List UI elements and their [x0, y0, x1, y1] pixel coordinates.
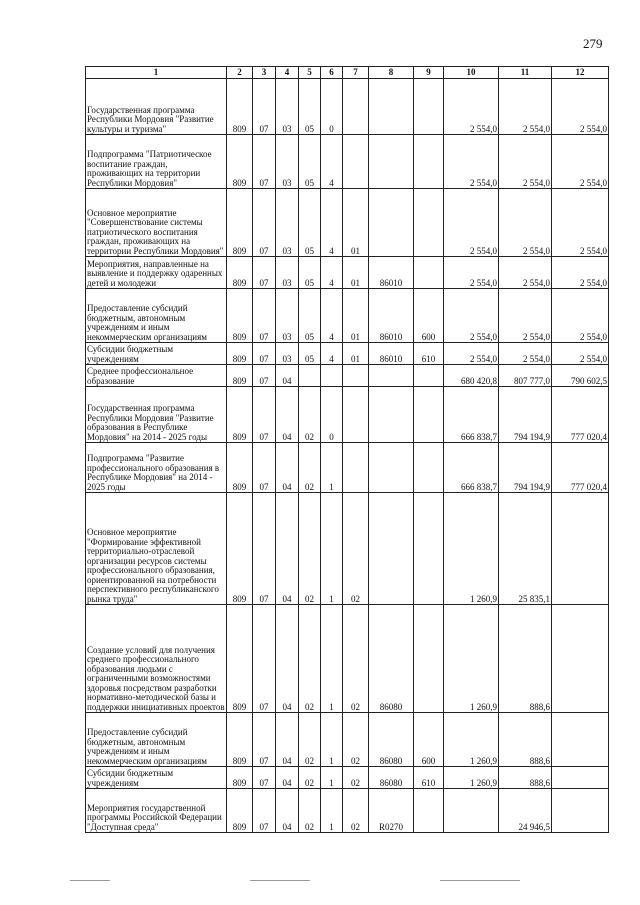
code-cell: 86010: [369, 257, 414, 289]
code-cell: 04: [276, 767, 299, 789]
code-cell: 05: [299, 189, 321, 257]
code-cell: 0: [321, 387, 343, 443]
code-cell: 04: [276, 493, 299, 605]
amount-cell: 2 554,0: [444, 79, 499, 135]
code-cell: 809: [227, 135, 253, 189]
code-cell: [343, 135, 369, 189]
code-cell: 1: [321, 789, 343, 833]
code-cell: 07: [253, 343, 276, 365]
table-row: [86, 713, 609, 767]
row-name-cell: Среднее профессиональное образование: [86, 365, 227, 387]
table-row: [86, 789, 609, 833]
code-cell: 02: [343, 713, 369, 767]
code-cell: 05: [299, 79, 321, 135]
code-cell: [414, 789, 444, 833]
code-cell: 04: [276, 387, 299, 443]
amount-cell: 25 835,1: [499, 493, 552, 605]
code-cell: [299, 365, 321, 387]
amount-cell: 2 554,0: [444, 135, 499, 189]
code-cell: 809: [227, 289, 253, 343]
amount-cell: 2 554,0: [499, 135, 552, 189]
code-cell: 02: [299, 713, 321, 767]
header-row: [86, 67, 609, 79]
row-name-cell: Предоставление субсидий бюджетным, автономным учреждениям и иным некоммерческим организациям: [86, 289, 227, 343]
code-cell: 07: [253, 289, 276, 343]
amount-cell: 1 260,9: [444, 713, 499, 767]
code-cell: [414, 493, 444, 605]
code-cell: 02: [299, 443, 321, 493]
amount-cell: 2 554,0: [444, 257, 499, 289]
code-cell: 86010: [369, 289, 414, 343]
amount-cell: 2 554,0: [552, 343, 609, 365]
table-row: [86, 493, 609, 605]
code-cell: R0270: [369, 789, 414, 833]
amount-cell: 2 554,0: [499, 343, 552, 365]
code-cell: 07: [253, 189, 276, 257]
code-cell: 07: [253, 79, 276, 135]
code-cell: 01: [343, 189, 369, 257]
row-name-cell: Предоставление субсидий бюджетным, автономным учреждениям и иным некоммерческим организациям: [86, 713, 227, 767]
code-cell: 809: [227, 605, 253, 713]
code-cell: 0: [321, 79, 343, 135]
code-cell: 02: [343, 493, 369, 605]
code-cell: [321, 365, 343, 387]
amount-cell: 666 838,7: [444, 443, 499, 493]
table-row: [86, 79, 609, 135]
amount-cell: 666 838,7: [444, 387, 499, 443]
code-cell: 1: [321, 493, 343, 605]
code-cell: [369, 365, 414, 387]
code-cell: [369, 189, 414, 257]
code-cell: [343, 79, 369, 135]
code-cell: [414, 387, 444, 443]
code-cell: [414, 135, 444, 189]
code-cell: [369, 443, 414, 493]
row-name-cell: Субсидии бюджетным учреждениям: [86, 767, 227, 789]
amount-cell: [552, 605, 609, 713]
code-cell: [369, 493, 414, 605]
table-row: [86, 365, 609, 387]
code-cell: 86010: [369, 343, 414, 365]
code-cell: 809: [227, 189, 253, 257]
code-cell: 809: [227, 493, 253, 605]
header-cell: 5: [299, 67, 321, 79]
code-cell: 1: [321, 713, 343, 767]
row-name-cell: Мероприятия государственной программы Российской Федерации "Доступная среда": [86, 789, 227, 833]
code-cell: 1: [321, 605, 343, 713]
amount-cell: 2 554,0: [552, 257, 609, 289]
row-name-cell: Подпрограмма "Патриотическое воспитание граждан, проживающих на территории Республики Мордовия": [86, 135, 227, 189]
header-cell: 10: [444, 67, 499, 79]
table-row: [86, 289, 609, 343]
code-cell: 02: [299, 767, 321, 789]
amount-cell: 680 420,8: [444, 365, 499, 387]
code-cell: [343, 365, 369, 387]
table-row: [86, 257, 609, 289]
code-cell: 04: [276, 713, 299, 767]
code-cell: 07: [253, 605, 276, 713]
code-cell: 809: [227, 767, 253, 789]
amount-cell: 888,6: [499, 605, 552, 713]
code-cell: 07: [253, 789, 276, 833]
code-cell: 809: [227, 343, 253, 365]
row-name-cell: Подпрограмма "Развитие профессионального образования в Республике Мордовия" на 2014 - 2025 годы: [86, 443, 227, 493]
code-cell: 4: [321, 189, 343, 257]
code-cell: 02: [299, 605, 321, 713]
amount-cell: 2 554,0: [552, 135, 609, 189]
code-cell: [414, 257, 444, 289]
budget-table: [85, 66, 609, 833]
header-cell: 8: [369, 67, 414, 79]
code-cell: 809: [227, 387, 253, 443]
amount-cell: 888,6: [499, 713, 552, 767]
code-cell: 4: [321, 257, 343, 289]
code-cell: 4: [321, 289, 343, 343]
scan-mark: [250, 880, 310, 881]
code-cell: 809: [227, 365, 253, 387]
code-cell: 02: [299, 789, 321, 833]
code-cell: 86080: [369, 605, 414, 713]
amount-cell: 888,6: [499, 767, 552, 789]
code-cell: [369, 79, 414, 135]
amount-cell: 2 554,0: [499, 79, 552, 135]
code-cell: 03: [276, 189, 299, 257]
amount-cell: [552, 789, 609, 833]
table-row: [86, 387, 609, 443]
code-cell: 02: [299, 493, 321, 605]
code-cell: 04: [276, 365, 299, 387]
code-cell: 600: [414, 289, 444, 343]
amount-cell: 794 194,9: [499, 387, 552, 443]
code-cell: 07: [253, 387, 276, 443]
amount-cell: 777 020,4: [552, 387, 609, 443]
code-cell: 07: [253, 713, 276, 767]
code-cell: 04: [276, 443, 299, 493]
amount-cell: [552, 713, 609, 767]
code-cell: 03: [276, 135, 299, 189]
code-cell: 809: [227, 713, 253, 767]
code-cell: 86080: [369, 767, 414, 789]
code-cell: 07: [253, 767, 276, 789]
header-cell: 4: [276, 67, 299, 79]
amount-cell: 807 777,0: [499, 365, 552, 387]
row-name-cell: Мероприятия, направленные на выявление и поддержку одаренных детей и молодежи: [86, 257, 227, 289]
code-cell: [343, 443, 369, 493]
code-cell: 01: [343, 289, 369, 343]
code-cell: 07: [253, 443, 276, 493]
code-cell: [369, 387, 414, 443]
amount-cell: 2 554,0: [499, 257, 552, 289]
scan-mark: [70, 880, 110, 881]
row-name-cell: Основное мероприятие "Формирование эффективной территориально-отраслевой организации ресурсов системы профессионального образования, ориентированной на потребности перспективного республиканского рынка труда": [86, 493, 227, 605]
code-cell: 86080: [369, 713, 414, 767]
code-cell: 809: [227, 789, 253, 833]
code-cell: [414, 189, 444, 257]
code-cell: [414, 79, 444, 135]
table-row: [86, 189, 609, 257]
code-cell: 610: [414, 767, 444, 789]
code-cell: [343, 387, 369, 443]
code-cell: 1: [321, 767, 343, 789]
scan-mark: [440, 880, 520, 881]
code-cell: 02: [343, 605, 369, 713]
row-name-cell: Создание условий для получения среднего профессионального образования людьми с ограниченными возможностями здоровья посредством разработки нормативно-методической базы и поддержки инициативных проектов: [86, 605, 227, 713]
code-cell: 809: [227, 443, 253, 493]
code-cell: 07: [253, 135, 276, 189]
code-cell: 04: [276, 605, 299, 713]
amount-cell: [444, 789, 499, 833]
header-cell: 7: [343, 67, 369, 79]
table-row: [86, 767, 609, 789]
amount-cell: 1 260,9: [444, 767, 499, 789]
amount-cell: 2 554,0: [499, 189, 552, 257]
code-cell: 02: [343, 767, 369, 789]
header-cell: 9: [414, 67, 444, 79]
amount-cell: 2 554,0: [444, 289, 499, 343]
code-cell: 02: [299, 387, 321, 443]
header-cell: 11: [499, 67, 552, 79]
amount-cell: 1 260,9: [444, 605, 499, 713]
amount-cell: 1 260,9: [444, 493, 499, 605]
amount-cell: 794 194,9: [499, 443, 552, 493]
page-number: 279: [583, 36, 603, 51]
row-name-cell: Государственная программа Республики Мордовия "Развитие культуры и туризма": [86, 79, 227, 135]
code-cell: 03: [276, 289, 299, 343]
code-cell: 01: [343, 257, 369, 289]
code-cell: 809: [227, 79, 253, 135]
code-cell: 4: [321, 343, 343, 365]
code-cell: 02: [343, 789, 369, 833]
row-name-cell: Основное мероприятие "Совершенствование системы патриотического воспитания граждан, проживающих на территории Республики Мордовия": [86, 189, 227, 257]
table-row: [86, 343, 609, 365]
amount-cell: 790 602,5: [552, 365, 609, 387]
table-row: [86, 605, 609, 713]
code-cell: 03: [276, 343, 299, 365]
amount-cell: 2 554,0: [499, 289, 552, 343]
table-row: [86, 135, 609, 189]
code-cell: 1: [321, 443, 343, 493]
amount-cell: 2 554,0: [444, 343, 499, 365]
amount-cell: [552, 767, 609, 789]
row-name-cell: Субсидии бюджетным учреждениям: [86, 343, 227, 365]
amount-cell: 2 554,0: [444, 189, 499, 257]
code-cell: 05: [299, 135, 321, 189]
amount-cell: [552, 493, 609, 605]
amount-cell: 2 554,0: [552, 189, 609, 257]
code-cell: 05: [299, 257, 321, 289]
code-cell: 07: [253, 493, 276, 605]
code-cell: 03: [276, 79, 299, 135]
amount-cell: 2 554,0: [552, 79, 609, 135]
code-cell: 01: [343, 343, 369, 365]
header-cell: 2: [227, 67, 253, 79]
code-cell: 07: [253, 365, 276, 387]
code-cell: 05: [299, 289, 321, 343]
code-cell: 03: [276, 257, 299, 289]
code-cell: [414, 365, 444, 387]
code-cell: 07: [253, 257, 276, 289]
code-cell: 600: [414, 713, 444, 767]
code-cell: 05: [299, 343, 321, 365]
code-cell: 04: [276, 789, 299, 833]
header-cell: 1: [86, 67, 227, 79]
header-cell: 6: [321, 67, 343, 79]
table-row: [86, 443, 609, 493]
code-cell: 4: [321, 135, 343, 189]
header-cell: 12: [552, 67, 609, 79]
amount-cell: 24 946,5: [499, 789, 552, 833]
row-name-cell: Государственная программа Республики Мордовия "Развитие образования в Республике Мордовия" на 2014 - 2025 годы: [86, 387, 227, 443]
code-cell: 610: [414, 343, 444, 365]
code-cell: [414, 605, 444, 713]
amount-cell: 777 020,4: [552, 443, 609, 493]
code-cell: 809: [227, 257, 253, 289]
header-cell: 3: [253, 67, 276, 79]
code-cell: [369, 135, 414, 189]
amount-cell: 2 554,0: [552, 289, 609, 343]
code-cell: [414, 443, 444, 493]
